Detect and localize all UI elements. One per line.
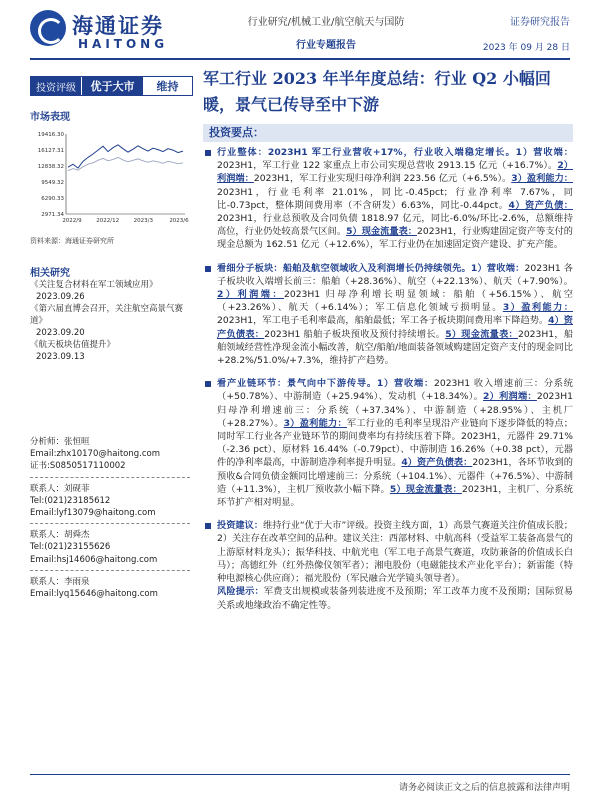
y-tick-label: 6290.33 [41,195,64,202]
y-tick-label: 9549.32 [41,180,64,187]
related-label: 相关研究 [30,268,70,279]
analyst-email[interactable]: Email:zhx10170@haitong.com [30,449,160,460]
report-header [0,0,600,62]
bullet-icon [205,523,211,529]
paragraph-industry: 行业整体：2023H1 军工行业营收+17%，行业收入端稳定增长。1）营收端：2023H1，军工行业 122 家重点上市公司实现总营收 2913.15 亿元（+16.7%）。2）利润端：2023H1，军工行业实现归母净利润 223.56 亿元（+6.5%）。3）盈利能力：2023H1，行业毛利率 21.01%，同比-0.45pct；行业净利率 7.67%，同比-0.73pct，整体期间费用率（不含研发）6.63%，同比-0.44pct。4）资产负债：2023H1，行业总预收及合同负债 1818.97 亿元，同比-6.0%/环比-2.6%，总额维持高位，行业仍处较高景气区间。5）现金流量表：2023H1，行业购建固定资产等支付的现金总额为 162.51 亿元（+12.6%），军工行业仍在加速固定资产建设、扩充产能。 [203,146,573,252]
bullet-icon [205,150,211,156]
related-list [30,279,190,363]
contact-email[interactable]: Email:hsj14606@haitong.com [30,554,158,565]
y-tick-label: 12838.32 [37,163,64,170]
footer-disclaimer: 请务必阅读正文之后的信息披露和法律声明 [398,783,570,793]
y-tick-label: 2971.34 [41,212,64,218]
key-points-body [203,146,573,622]
logo-emblem-icon [30,10,66,46]
contact-tel: Tel:(021)23185612 [30,495,111,506]
paragraph-investment: 投资建议：维持行业“优于大市”评级。投资主线方面，1）高景气赛道关注价值成长股；2）关注存在改革空间的品种。建议关注：西部材料、中航高科（受益军工装备高景气的上游原材料龙头）；振华科技、中航光电（军工电子高景气赛道，攻防兼备的价值成长白马）；高德红外（红外热像仪领军者）；湘电股份（电磁能技术产业化平台）；新雷能（特种电源核心供应商）；福光股份（军民融合光学镜头领导者）。 风险提示：军费支出规模或装备列装进度不及预期；军工改革力度不及预期；国际贸易关系或地缘政治不确定性等。 [203,519,573,611]
y-tick-label: 19416.30 [37,132,64,138]
bullet-icon [205,381,211,387]
contact-name: 联系人：刘砚菲 [30,483,90,494]
market-label: 市场表现 [30,112,70,123]
paragraph-subsectors: 看细分子板块：船舶及航空领域收入及利润增长仍持续领先。1）营收端：2023H1 各子板块收入端增长前三：船舶（+28.36%）、航空（+22.13%）、航天（+7.90%）。2）利润端：2023H1 归母净利增长明显领域：船舶（+56.15%）、航空（+23.26%）、航天（+6.14%）；军工信息化领域亏损明显。3）盈利能力：2023H1，军工电子毛利率最高，船舶最低；军工各子板块期间费用率下降趋势。4）资产负债表：2023H1 船舶子板块预收及预付持续增长。5）现金流量表：2023H1，船舶领域经营性净现金流小幅改善，航空/船舶/地面装备领域购建固定资产支付的现金同比+28.2%/51.0%/+7.3%，维持扩产趋势。 [203,262,573,368]
x-tick-label: 2022/9 [62,218,82,224]
related-item[interactable]: 《关注复合材料在军工领域应用》 2023.09.26 [30,280,158,302]
rating-value: 优于大市 [81,77,143,95]
company-logo [30,8,180,54]
rating-action: 维持 [156,80,179,93]
divider [30,477,190,478]
y-tick-label: 16127.31 [37,147,64,154]
key-points-header: 投资要点： [203,124,573,142]
report-title: 军工行业 2023 年半年度总结：行业 Q2 小幅回暖，景气已传导至中下游 [203,69,551,114]
market-chart [30,128,190,232]
divider [30,570,190,571]
chart-source: 资料来源：海通证券研究所 [30,237,114,245]
analyst-cert: 证书:S0850517110002 [30,461,126,472]
contact-email[interactable]: Email:lyf13079@haitong.com [30,508,156,519]
logo-cn-text: 海通证券 [72,13,164,38]
header-divider [30,58,570,60]
analyst-name: 分析师：张恒晅 [30,437,90,447]
contact-email[interactable]: Email:lyq15646@haitong.com [30,589,158,600]
contact-name: 联系人：李雨泉 [30,576,90,587]
contact-tel: Tel:(021)23155626 [30,542,111,553]
rating-label: 投资评级 [31,77,81,95]
series-line-0 [68,145,183,168]
logo-en-text: HAITONG [78,37,169,51]
x-tick-label: 2023/3 [133,218,154,224]
report-date: 2023 年 09 月 28 日 [482,43,570,53]
related-item[interactable]: 《航天板块估值提升》 2023.09.13 [30,340,116,362]
divider [30,523,190,524]
bullet-icon [205,266,211,272]
analyst-list [30,436,190,600]
report-type: 行业专题报告 [296,40,356,51]
related-item[interactable]: 《第六届直博会召开，关注航空高景气赛道》 2023.09.20 [30,304,184,338]
org-label: 证券研究报告 [510,17,570,28]
x-tick-label: 2023/6 [169,218,189,224]
footer-divider [30,774,570,775]
x-tick-label: 2022/12 [96,218,120,224]
contact-name: 联系人：胡舜杰 [30,530,90,541]
paragraph-chain: 看产业链环节：景气向中下游传导。1）营收端：2023H1 收入增速前三：分系统（+50.78%）、中游制造（+25.94%）、发动机（+18.34%）。2）利润端：2023H1 归母净利增速前三：分系统（+37.34%）、中游制造（+28.95%）、主机厂（+28.27%）。3）盈利能力：军工行业的毛利率呈现沿产业链向下逐步降低的特点；同时军工行业各产业链环节的期间费率均有持续压着下降。2023H1，元器件 29.71%（-2.36 pct）、原材料 16.44%（-0.79pct）、中游制造 16.26%（+0.38 pct），元器件的净利率最高，中游制造净利率提升明显。4）资产负债表：2023H1，各环节收到的预收&合同负债金额同比增速前三：分系统（+104.1%）、元器件（+76.5%）、中游制造（+11.3%），主机厂预收款小幅下降。5）现金流量表：2023H1，主机厂、分系统环节扩产相对明显。 [203,377,573,509]
report-category: 行业研究/机械工业/航空航天与国防 [247,17,405,28]
rating-box [30,76,193,96]
